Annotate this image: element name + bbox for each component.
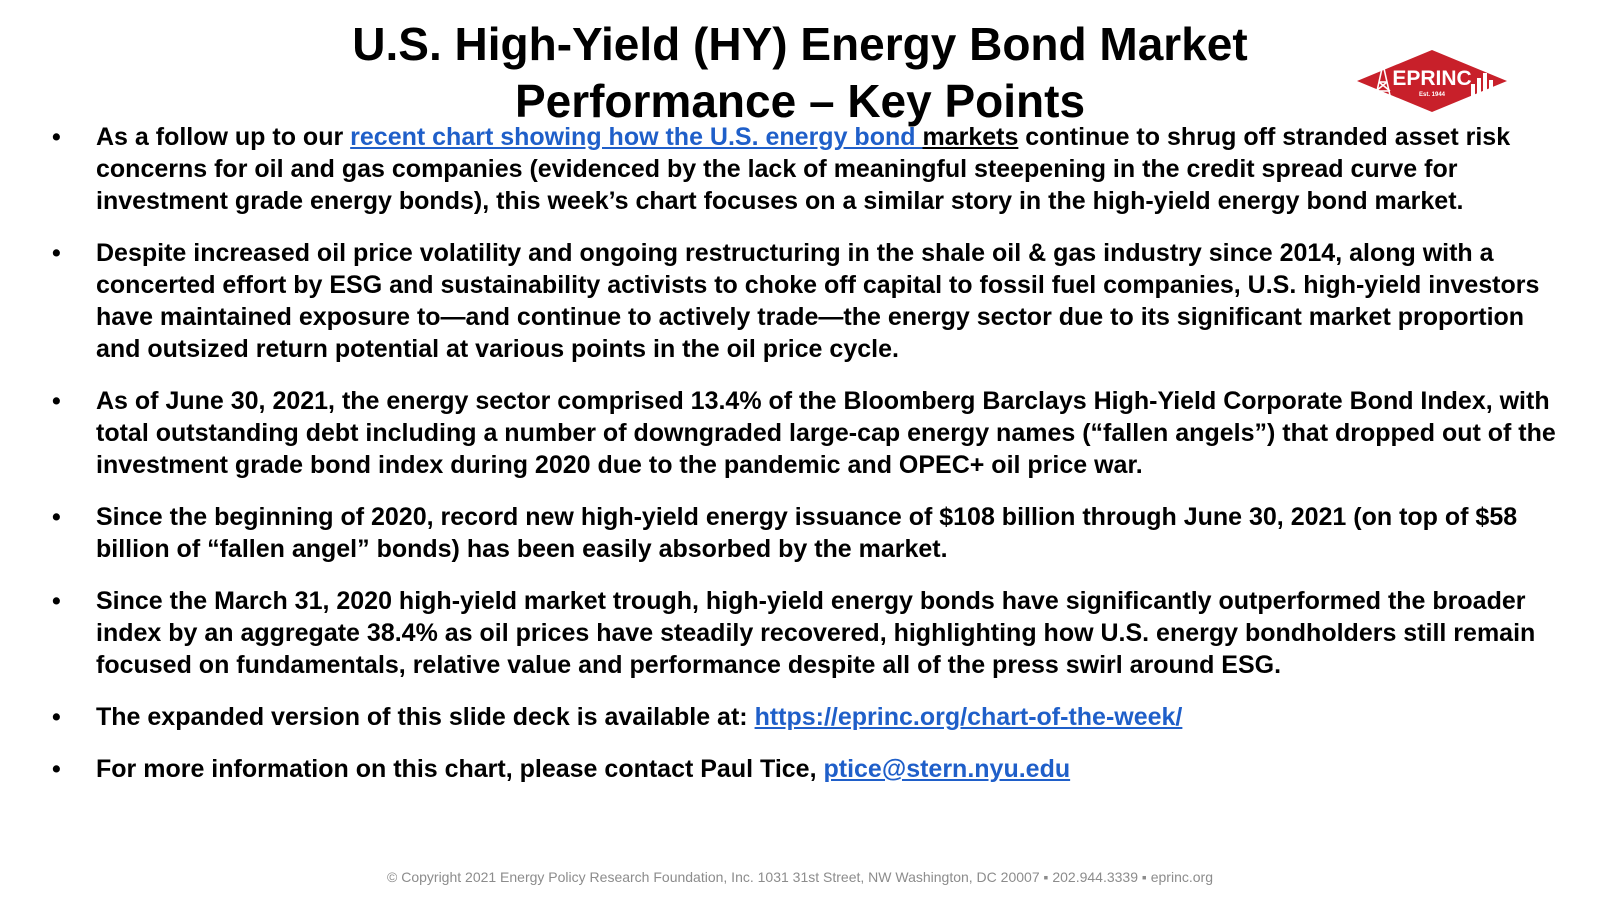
bullet-point-5 — [46, 585, 1566, 681]
bullet-marker: • — [52, 123, 61, 151]
eprinc-logo — [1345, 40, 1520, 122]
bullet-point-6 — [46, 701, 1566, 733]
copyright-footer: © Copyright 2021 Energy Policy Research Foundation, Inc. 1031 31st Street, NW Washington, DC 20007 ▪ 202.944.3339 ▪ eprinc.org — [387, 869, 1213, 885]
point-1-rest: continue to shrug off stranded asset risk concerns for oil and gas companies (evidenced by the lack of meaningful steepening in the credit spread curve for investment grade energy bonds), this week’s chart focuses on a similar story in the high-yield energy bond market. — [96, 123, 1511, 215]
key-points-list — [46, 121, 1566, 805]
bullet-marker: • — [52, 239, 61, 267]
logo-est: Est. 1944 — [1418, 92, 1446, 98]
bullet-point-4 — [46, 501, 1566, 565]
recent-chart-link[interactable]: recent chart showing how the U.S. energy bond — [350, 123, 923, 151]
bullet-marker: • — [52, 587, 61, 615]
bullet-marker: • — [52, 387, 61, 415]
point-1-intro: As a follow up to our — [96, 123, 351, 151]
logo-wordmark: EPRINC — [1392, 67, 1472, 90]
bullet-marker: • — [52, 703, 61, 731]
title-line-1: U.S. High-Yield (HY) Energy Bond Market — [352, 18, 1248, 70]
point-2-text: Despite increased oil price volatility and ongoing restructuring in the shale oil & gas industry since 2014, along with a concerted effort by ESG and sustainability activists to choke off capital to fossil fuel companies, U.S. high-yield investors have maintained exposure to—and continue to actively trade—the energy sector due to its significant market proportion and outsized return potential at various points in the oil price cycle. — [96, 239, 1540, 363]
bullet-marker: • — [52, 755, 61, 783]
point-5-text: Since the March 31, 2020 high-yield market trough, high-yield energy bonds have significantly outperformed the broader index by an aggregate 38.4% as oil prices have steadily recovered, highlighting how U.S. energy bondholders still remain focused on fundamentals, relative value and performance despite all of the press swirl around ESG. — [96, 587, 1536, 679]
bullet-point-2 — [46, 237, 1566, 365]
point-4-text: Since the beginning of 2020, record new high-yield energy issuance of $108 billion through June 30, 2021 (on top of $58 billion of “fallen angel” bonds) has been easily absorbed by the market. — [96, 503, 1518, 563]
bullet-point-3 — [46, 385, 1566, 481]
markets-underlined: markets — [922, 123, 1019, 151]
page-title — [200, 16, 1400, 130]
point-7-text: For more information on this chart, please contact Paul Tice, — [96, 755, 824, 783]
contact-email-link[interactable]: ptice@stern.nyu.edu — [823, 755, 1071, 783]
chart-of-the-week-link[interactable]: https://eprinc.org/chart-of-the-week/ — [754, 703, 1183, 731]
bullet-point-1 — [46, 121, 1566, 217]
bullet-point-7 — [46, 753, 1566, 785]
title-line-2: Performance – Key Points — [514, 75, 1086, 127]
bullet-marker: • — [52, 503, 61, 531]
point-3-text: As of June 30, 2021, the energy sector comprised 13.4% of the Bloomberg Barclays High-Yield Corporate Bond Index, with total outstanding debt including a number of downgraded large-cap energy names (“fallen angels”) that dropped out of the investment grade bond index during 2020 due to the pandemic and OPEC+ oil price war. — [96, 387, 1556, 479]
point-6-text: The expanded version of this slide deck is available at: — [96, 703, 755, 731]
